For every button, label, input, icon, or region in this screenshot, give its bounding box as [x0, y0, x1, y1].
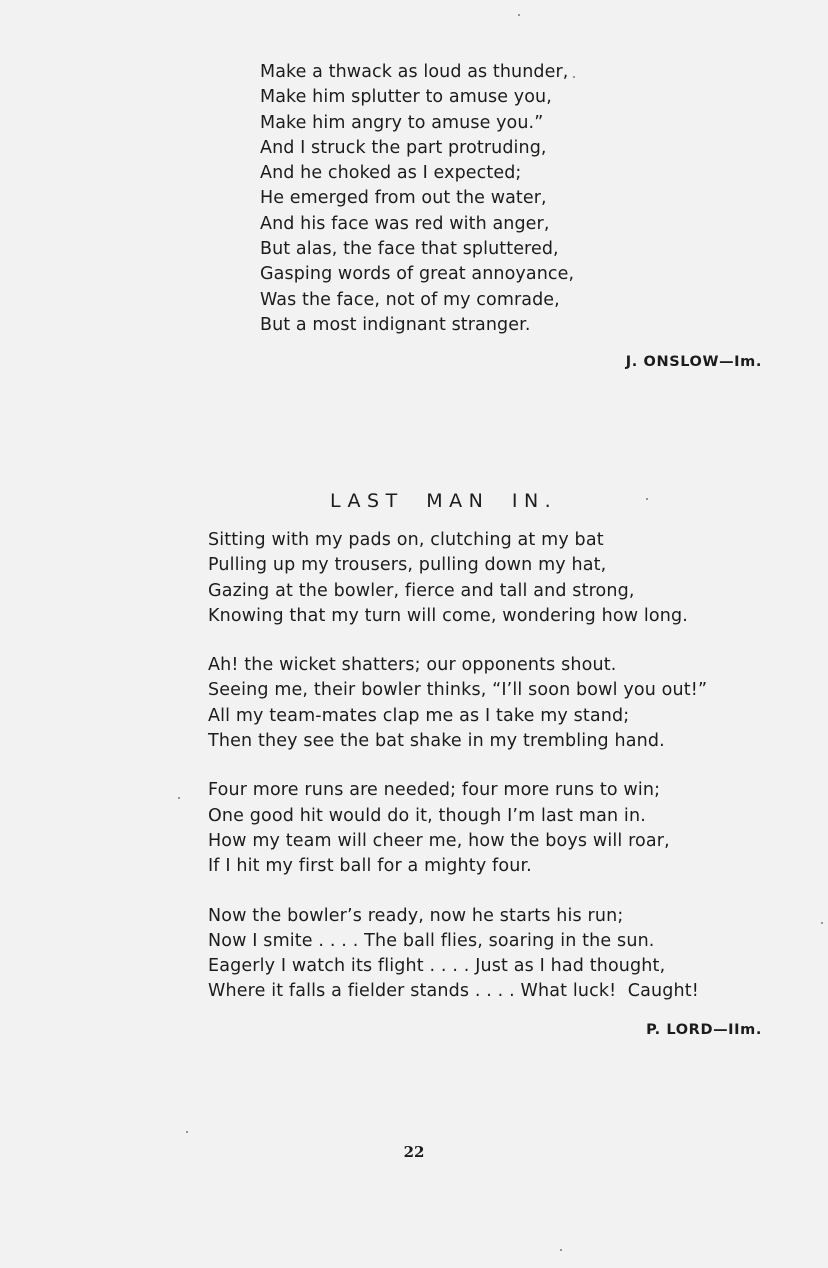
stanza — [208, 653, 707, 754]
poem-line: One good hit would do it, though I’m last man in. — [208, 805, 646, 826]
poem-line: Pulling up my trousers, pulling down my hat, — [208, 555, 607, 576]
poem-line: Seeing me, their bowler thinks, “I’ll soon bowl you out!” — [208, 680, 708, 701]
poem-line: But a most indignant stranger. — [260, 314, 531, 335]
poem-line: Was the face, not of my comrade, — [260, 289, 560, 310]
poem-line: Where it falls a fielder stands . . . . What luck! Caught! — [208, 981, 699, 1002]
poem-line: And his face was red with anger, — [260, 213, 550, 234]
poem-line: Then they see the bat shake in my trembling hand. — [208, 731, 665, 752]
poem-last-man-in — [208, 528, 707, 1029]
stanza — [208, 778, 707, 879]
poem-title: LAST MAN IN. — [330, 490, 558, 512]
paper-speck — [573, 76, 575, 78]
poem-line: Gazing at the bowler, fierce and tall and strong, — [208, 580, 635, 601]
paper-speck — [518, 14, 520, 16]
page-number: 22 — [403, 1143, 425, 1161]
paper-speck — [560, 1249, 562, 1251]
poem-line: Sitting with my pads on, clutching at my bat — [208, 530, 604, 550]
poem-continuation — [260, 60, 574, 338]
poem-line: And I struck the part protruding, — [260, 137, 547, 158]
stanza — [208, 528, 707, 629]
poem-line: Gasping words of great annoyance, — [260, 264, 575, 285]
poem-line: All my team-mates clap me as I take my stand; — [208, 705, 630, 726]
poem-line: Knowing that my turn will come, wondering how long. — [208, 605, 688, 626]
poem-line: Four more runs are needed; four more runs to win; — [208, 780, 661, 801]
paper-speck — [178, 797, 180, 799]
poem-line: How my team will cheer me, how the boys will roar, — [208, 830, 670, 851]
poem-line: If I hit my first ball for a mighty four. — [208, 856, 532, 877]
poem-line: Now the bowler’s ready, now he starts his run; — [208, 905, 624, 926]
paper-speck — [821, 922, 823, 924]
poem-author-lord: P. LORD—IIm. — [646, 1022, 762, 1038]
stanza — [208, 904, 707, 1005]
poem-line: But alas, the face that spluttered, — [260, 239, 559, 260]
poem-line: Now I smite . . . . The ball flies, soaring in the sun. — [208, 930, 655, 951]
paper-speck — [186, 1131, 188, 1133]
poem-line: He emerged from out the water, — [260, 188, 547, 209]
poem-line: Ah! the wicket shatters; our opponents shout. — [208, 655, 617, 676]
poem-line: Make him angry to amuse you.” — [260, 112, 544, 133]
poem-author-onslow: J. ONSLOW—Im. — [625, 354, 762, 370]
poem-line: And he choked as I expected; — [260, 163, 522, 184]
poem-line: Make a thwack as loud as thunder, — [260, 62, 569, 82]
paper-speck — [646, 498, 648, 500]
poem-line: Make him splutter to amuse you, — [260, 87, 552, 108]
poem-line: Eagerly I watch its flight . . . . Just as I had thought, — [208, 956, 666, 977]
